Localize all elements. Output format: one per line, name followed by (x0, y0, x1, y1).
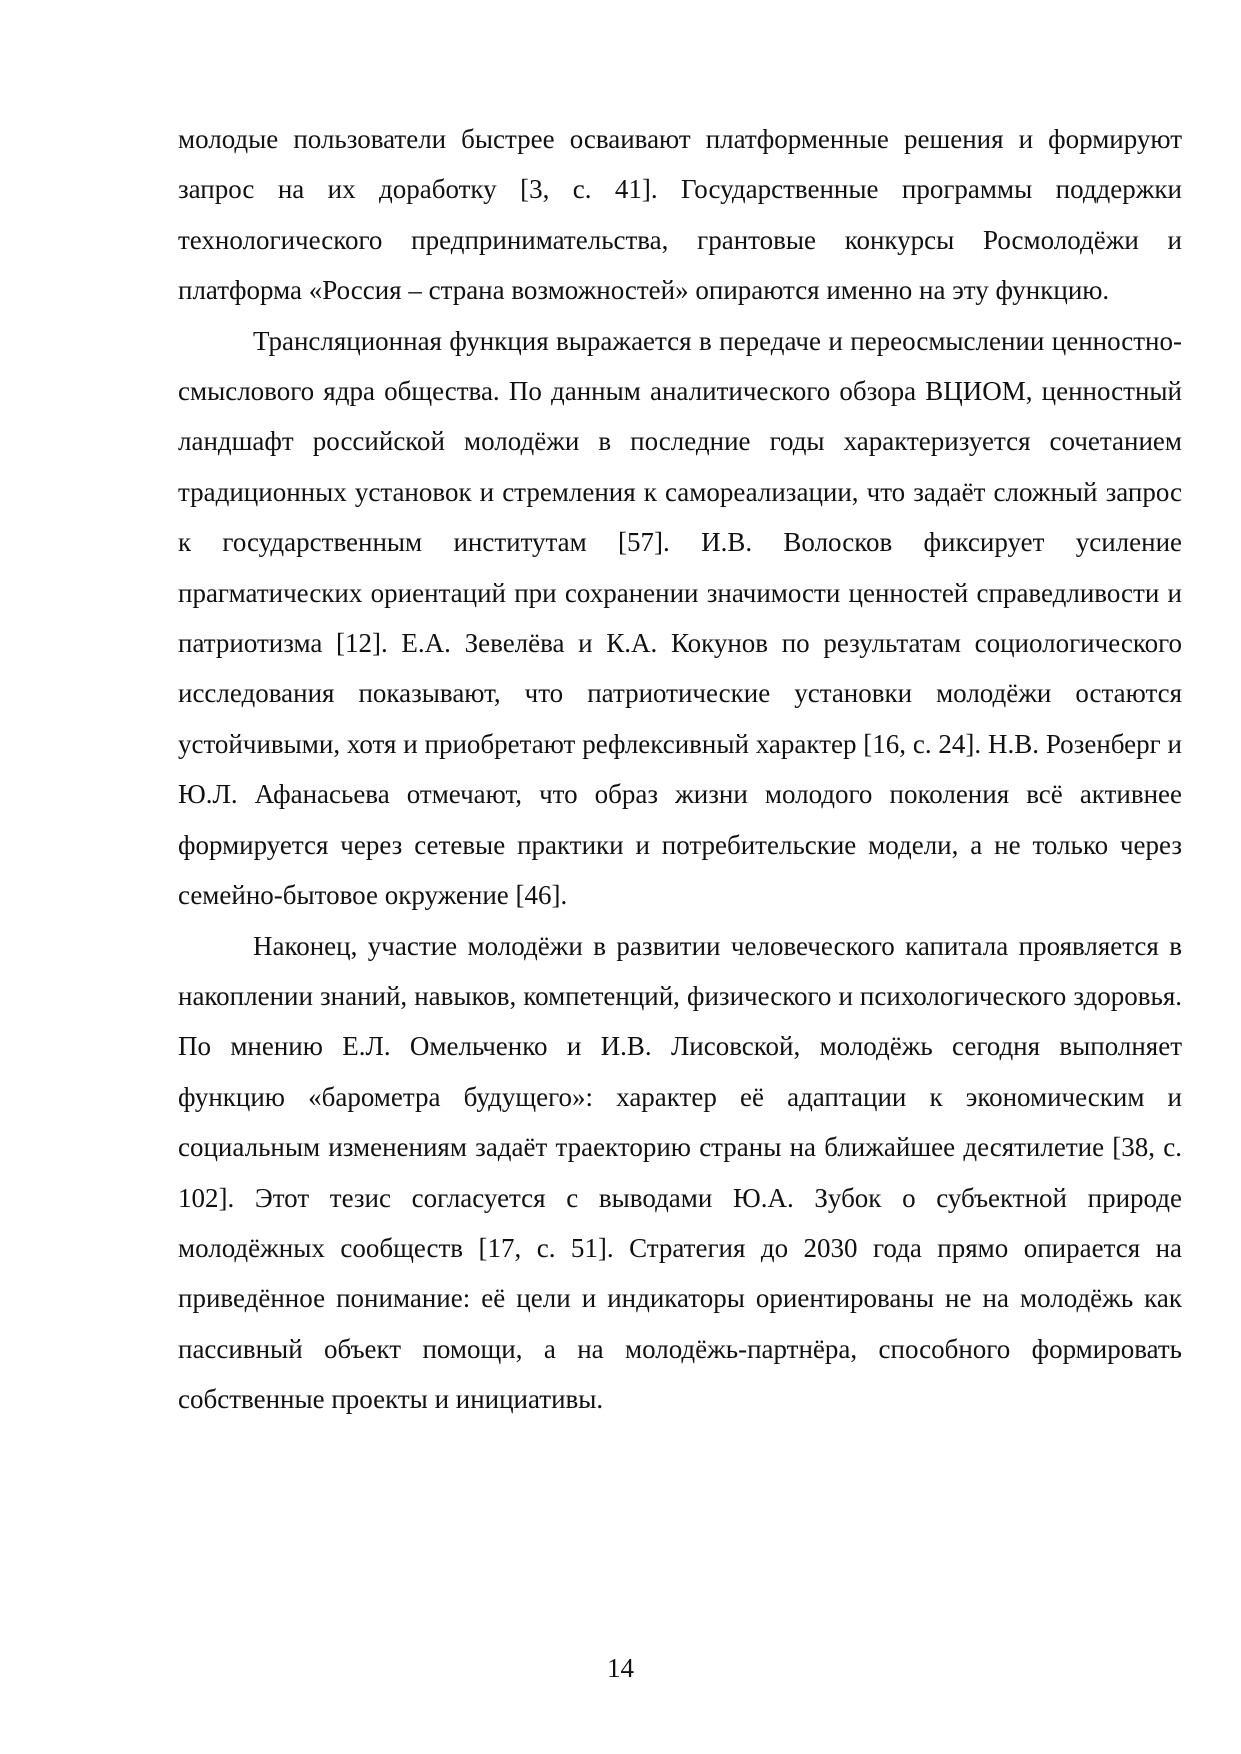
paragraph-translational-function: Трансляционная функция выражается в передаче и переосмыслении ценностно-смыслового ядра общества. По данным аналитического обзора ВЦИОМ, ценностный ландшафт российской молодёжи в последние годы характеризуется сочетанием традиционных установок и стремления к самореализации, что задаёт сложный запрос к государственным институтам [57]. И.В. Волосков фиксирует усиление прагматических ориентаций при сохранении значимости ценностей справедливости и патриотизма [12]. Е.А. Зевелёва и К.А. Кокунов по результатам социологического исследования показывают, что патриотические установки молодёжи остаются устойчивыми, хотя и приобретают рефлексивный характер [16, с. 24]. Н.В. Розенберг и Ю.Л. Афанасьева отмечают, что образ жизни молодого поколения всё активнее формируется через сетевые практики и потребительские модели, а не только через семейно-бытовое окружение [46]. (178, 325, 1182, 911)
paragraph-human-capital: Наконец, участие молодёжи в развитии человеческого капитала проявляется в накоплении знаний, навыков, компетенций, физического и психологического здоровья. По мнению Е.Л. Омельченко и И.В. Лисовской, молодёжь сегодня выполняет функцию «барометра будущего»: характер её адаптации к экономическим и социальным изменениям задаёт траекторию страны на ближайшее десятилетие [38, с. 102]. Этот тезис согласуется с выводами Ю.А. Зубок о субъектной природе молодёжных сообществ [17, с. 51]. Стратегия до 2030 года прямо опирается на приведённое понимание: её цели и индикаторы ориентированы не на молодёжь как пассивный объект помощи, а на молодёжь-партнёра, способного формировать собственные проекты и инициативы. (178, 930, 1182, 1415)
body-text (178, 114, 1182, 1425)
page-number: 14 (607, 1653, 634, 1683)
paragraph-continuation: молодые пользователи быстрее осваивают платформенные решения и формируют запрос на их доработку [3, с. 41]. Государственные программы поддержки технологического предпринимательства, грантовые конкурсы Росмолодёжи и платформа «Россия – страна возможностей» опираются именно на эту функцию. (178, 124, 1182, 306)
